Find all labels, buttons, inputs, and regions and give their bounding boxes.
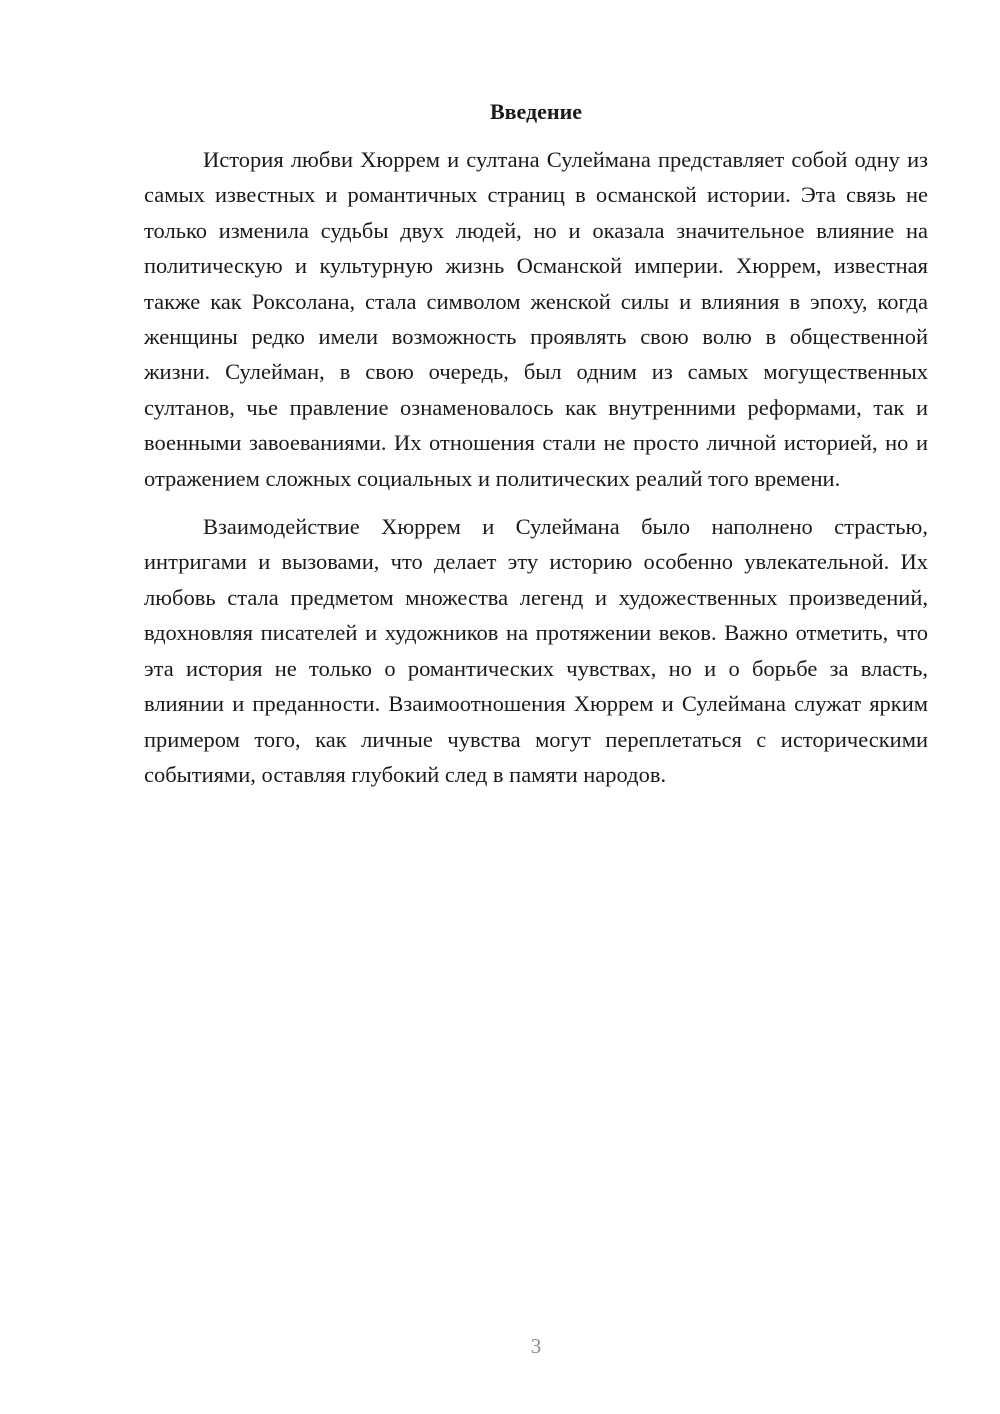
paragraph-1: История любви Хюррем и султана Сулеймана представляет собой одну из самых известных и романтичных страниц в османской истории. Эта связь не только изменила судьбы двух людей, но и оказала значительное влияние на политическую и культурную жизнь Османской империи. Хюррем, известная также как Роксолана, стала символом женской силы и влияния в эпоху, когда женщины редко имели возможность проявлять свою волю в общественной жизни. Сулейман, в свою очередь, был одним из самых могущественных султанов, чье правление ознаменовалось как внутренними реформами, так и военными завоеваниями. Их отношения стали не просто личной историей, но и отражением сложных социальных и политических реалий того времени. — [144, 147, 928, 491]
paragraph-2: Взаимодействие Хюррем и Сулеймана было наполнено страстью, интригами и вызовами, что делает эту историю особенно увлекательной. Их любовь стала предметом множества легенд и художественных произведений, вдохновляя писателей и художников на протяжении веков. Важно отметить, что эта история не только о романтических чувствах, но и о борьбе за власть, влиянии и преданности. Взаимоотношения Хюррем и Сулеймана служат ярким примером того, как личные чувства могут переплетаться с историческими событиями, оставляя глубокий след в памяти народов. — [144, 514, 928, 787]
body-text — [144, 142, 928, 792]
page-number: 3 — [530, 1334, 542, 1358]
section-heading: Введение — [489, 99, 583, 124]
